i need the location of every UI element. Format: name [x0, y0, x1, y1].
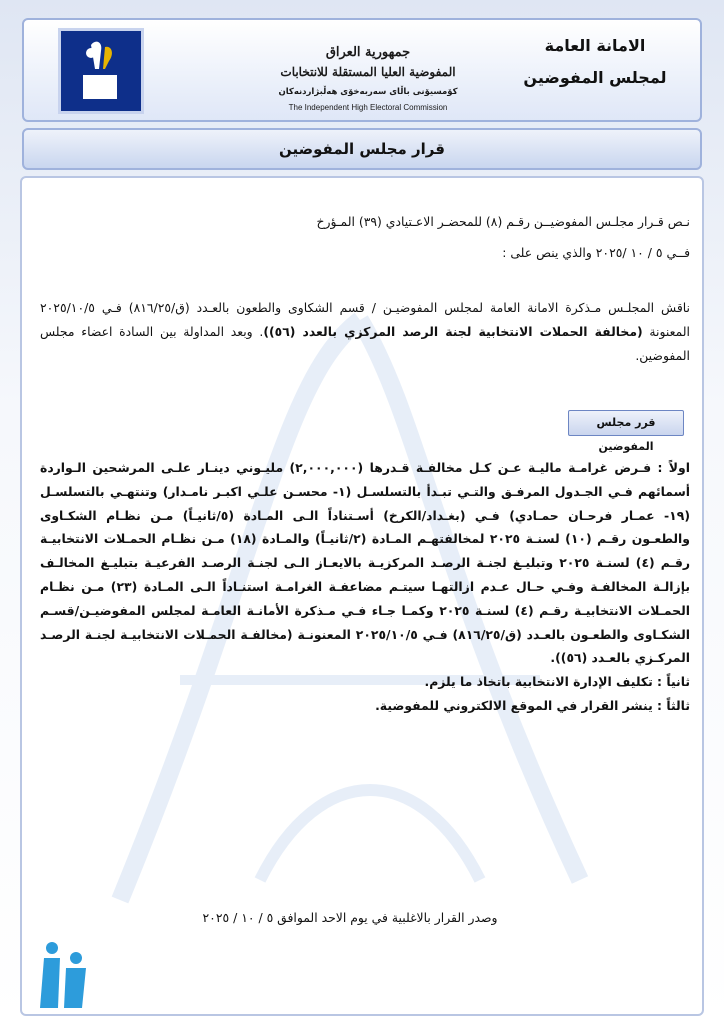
- discussion-text: ناقش المجلـس مـذكرة الامانة العامة لمجلس المفوضيـن / قسم الشكاوى والطعون بالعـدد (ق/٨١٦/٢٥) فـي ٢٠٢٥/١٠/٥ المعنونة: [40, 300, 691, 339]
- emblem-arabic-line2: المفوضية العليا المستقلة للانتخابات: [280, 65, 456, 79]
- decision-footer: وصدر القرار بالاغلبية في يوم الاحد الموافق ٥ / ١٠ / ٢٠٢٥: [202, 910, 498, 925]
- decision-items: [40, 456, 690, 718]
- item-first: [40, 456, 690, 670]
- secretariat-line1: الامانة العامة: [544, 36, 646, 55]
- emblem-english: The Independent High Electoral Commission: [288, 103, 448, 112]
- ballot-box-icon: [61, 31, 141, 111]
- corner-logo-icon: [30, 938, 100, 1014]
- emblem-kurdish: كۆمسیۆنی باڵای سەربەخۆی هەڵبژاردنەکان: [278, 87, 458, 97]
- intro-line2: فــي ٥ / ١٠ /٢٠٢٥ والذي ينص على :: [502, 245, 690, 260]
- document-title: قرار مجلس المفوضين: [22, 128, 702, 170]
- decision-heading: قرر مجلس المفوضين: [568, 410, 684, 436]
- page-header: [22, 18, 702, 122]
- secretariat-label: [520, 30, 670, 94]
- discussion-paragraph: [40, 296, 690, 368]
- secretariat-line2: لمجلس المفوضين: [523, 68, 667, 87]
- decision-intro: [40, 206, 690, 268]
- discussion-subject: (مخالفة الحملات الانتخابية لجنة الرصد المركزي بالعدد (٥٦)): [263, 324, 643, 339]
- ihec-logo: [58, 28, 144, 114]
- item-first-text: فـرض غرامـة ماليـة عـن كـل مخالفـة قـدرها (٢,٠٠٠,٠٠٠) مليـوني دينـار علـى المرشحين الـواردة أسمائهم فـي الجـدول المرفـق والتـي تبـدأ بالتسلسـل (١- محسـن علـي اكبـر نامـدار) وتنتهـي بالتسلسـل (١٩- عمـار فرحـان حمـادي) فـي (بغـداد/الكرخ) أسـتناداً الـى المـادة (٥/ثانيـاً) مـن نظـام الشكـاوى والطعـون رقـم (١٠) لسنـة ٢٠٢٥ لمخالفتهـم المـادة (٢/ثانيـاً) والمـادة (١٨) مـن نظـام الحمـلات الانتخابيـة رقـم (٤) لسنـة ٢٠٢٥ وتبليـغ لجنـة الرصـد المركزيـة بالايعـاز الـى لجنـة الرصـد الفرعيـة بتبليـغ المخالـف بإزالـة المخالفـة وفـي حـال عـدم ازالتهـا سيتـم مضاعفـة الغرامـة استنـاداً الـى المـادة (٢٣) مـن نظـام الحمـلات الانتخابيـة رقـم (٤) لسنـة ٢٠٢٥ وكمـا جـاء فـي مـذكرة الأمانـة العامـة لمجلس المفوضيـن/قسـم الشكـاوى والطعـون بالعـدد (ق/٨١٦/٢٥) فـي ٢٠٢٥/١٠/٥ المعنونـة (مخالفـة الحمـلات الانتخابيـة لجنـة الرصـد المركـزي بالعـدد (٥٦)).: [40, 460, 691, 666]
- discussion-tail: . وبعد المداولة بين السادة اعضاء مجلس المفوضين.: [40, 324, 690, 363]
- intro-line1: نـص قـرار مجلـس المفوضيــن رقـم (٨) للمحضـر الاعـتيادي (٣٩) المـؤرخ: [316, 214, 690, 229]
- item-second: ثانياً : تكليف الإدارة الانتخابية باتخاذ ما يلزم.: [424, 674, 690, 690]
- emblem-arabic-line1: جمهورية العراق: [325, 45, 411, 60]
- item-first-label: اولاً :: [657, 460, 690, 475]
- ihec-emblem-text: [268, 42, 468, 138]
- item-third: ثالثاً : ينشر القرار في الموقع الالكتروني للمفوضية.: [375, 697, 690, 713]
